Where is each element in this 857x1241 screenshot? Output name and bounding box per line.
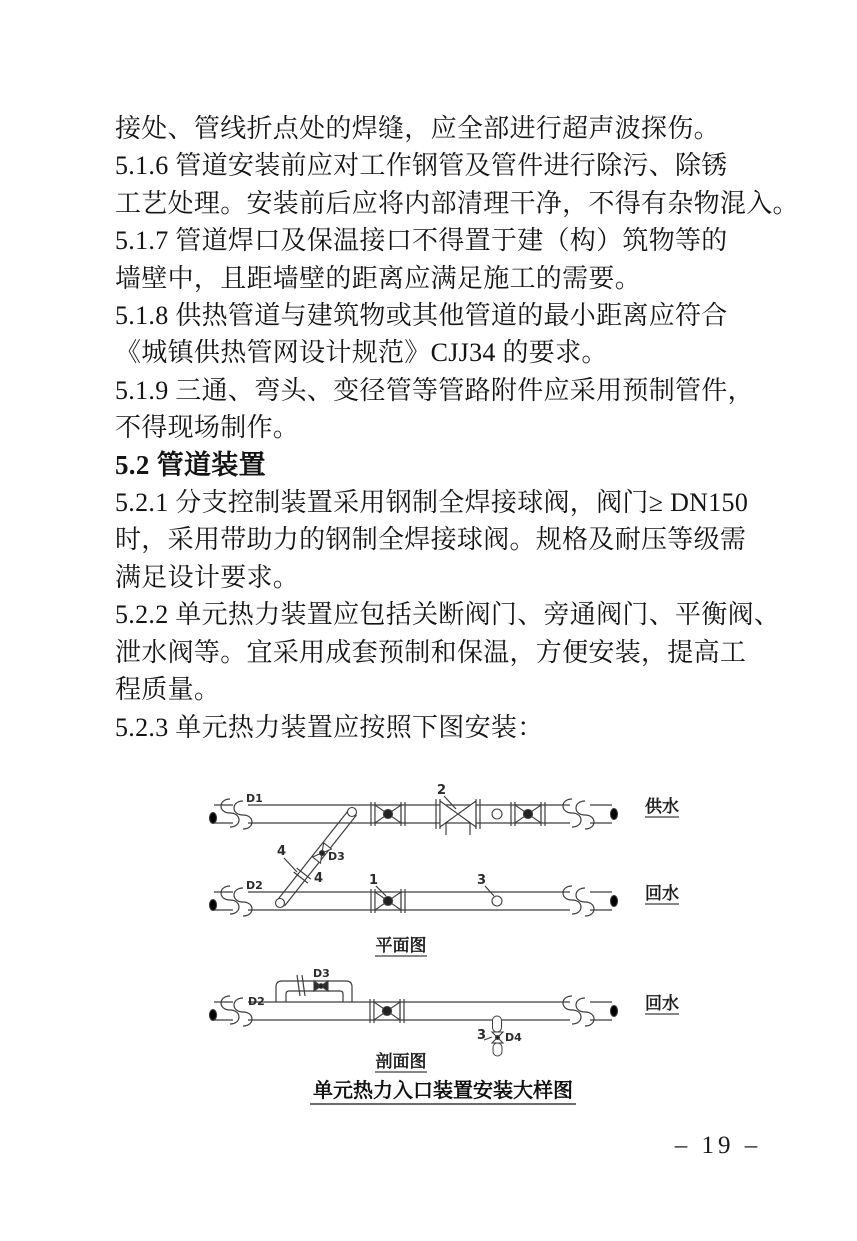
plan-caption: 平面图: [375, 936, 427, 955]
text-line: 工艺处理。安装前后应将内部清理干净，不得有杂物混入。: [115, 188, 799, 218]
text-line: 5.2.1 分支控制装置采用钢制全焊接球阀，阀门≥ DN150: [115, 488, 749, 518]
section-heading: 5.2 管道装置: [115, 449, 266, 480]
text-line: 《城镇供热管网设计规范》CJJ34 的要求。: [115, 338, 608, 368]
supply-pipe: [210, 799, 618, 829]
balance-fitting: [492, 809, 502, 819]
text-line: 接处、管线折点处的焊缝，应全部进行超声波探伤。: [115, 114, 720, 143]
callout-2: 2: [437, 783, 447, 798]
callout-1: 1: [369, 873, 379, 888]
callout-3: 3: [477, 873, 487, 888]
text-line: 时，采用带助力的钢制全焊接球阀。规格及耐压等级需: [115, 525, 747, 555]
section-label-d4: D4: [505, 1031, 522, 1044]
figure-title: 单元热力入口装置安装大样图: [313, 1080, 573, 1102]
unit-heating-diagram: [0, 778, 857, 1113]
text-line: 5.2.3 单元热力装置应按照下图安装：: [115, 712, 544, 742]
body-text: [115, 110, 799, 746]
callout-4b: 4: [314, 871, 324, 886]
section-view: [210, 967, 680, 1072]
section-callout-3: 3: [477, 1028, 487, 1043]
drain-valve-assembly: [492, 1016, 503, 1056]
text-line: 程质量。: [115, 675, 221, 705]
section-caption: 剖面图: [375, 1052, 427, 1071]
text-line: 5.1.7 管道焊口及保温接口不得置于建（构）筑物等的: [115, 226, 728, 256]
section-flow-label-return: 回水: [645, 994, 679, 1013]
label-pipe-d3: D3: [328, 850, 345, 863]
text-line: 墙壁中，且距墙壁的距离应满足施工的需要。: [115, 263, 642, 293]
label-pipe-d2: D2: [246, 879, 263, 892]
page-number: – 19 –: [674, 1132, 762, 1159]
flow-label-supply: 供水: [645, 797, 679, 816]
text-line: 5.1.9 三通、弯头、变径管等管路附件应采用预制管件，: [115, 375, 754, 405]
label-pipe-d1: D1: [246, 792, 263, 805]
text-line: 5.1.8 供热管道与建筑物或其他管道的最小距离应符合: [115, 301, 728, 331]
text-line: 不得现场制作。: [115, 413, 300, 443]
section-label-d2: D2: [248, 995, 265, 1008]
callout-4a: 4: [277, 844, 287, 859]
balance-fitting-return: [492, 896, 502, 906]
text-line: 5.1.6 管道安装前应对工作钢管及管件进行除污、除锈: [115, 151, 728, 181]
text-line: 5.2.2 单元热力装置应包括关断阀门、旁通阀门、平衡阀、: [115, 600, 781, 630]
text-line: 满足设计要求。: [115, 562, 300, 592]
section-return-pipe: [210, 996, 618, 1026]
flow-label-return: 回水: [645, 884, 679, 903]
section-bypass-valve: [314, 981, 328, 991]
section-label-d3: D3: [313, 967, 330, 980]
plan-view: [210, 783, 680, 956]
text-line: 泄水阀等。宜采用成套预制和保温，方便安装，提高工: [115, 637, 747, 667]
return-pipe: [210, 886, 618, 916]
